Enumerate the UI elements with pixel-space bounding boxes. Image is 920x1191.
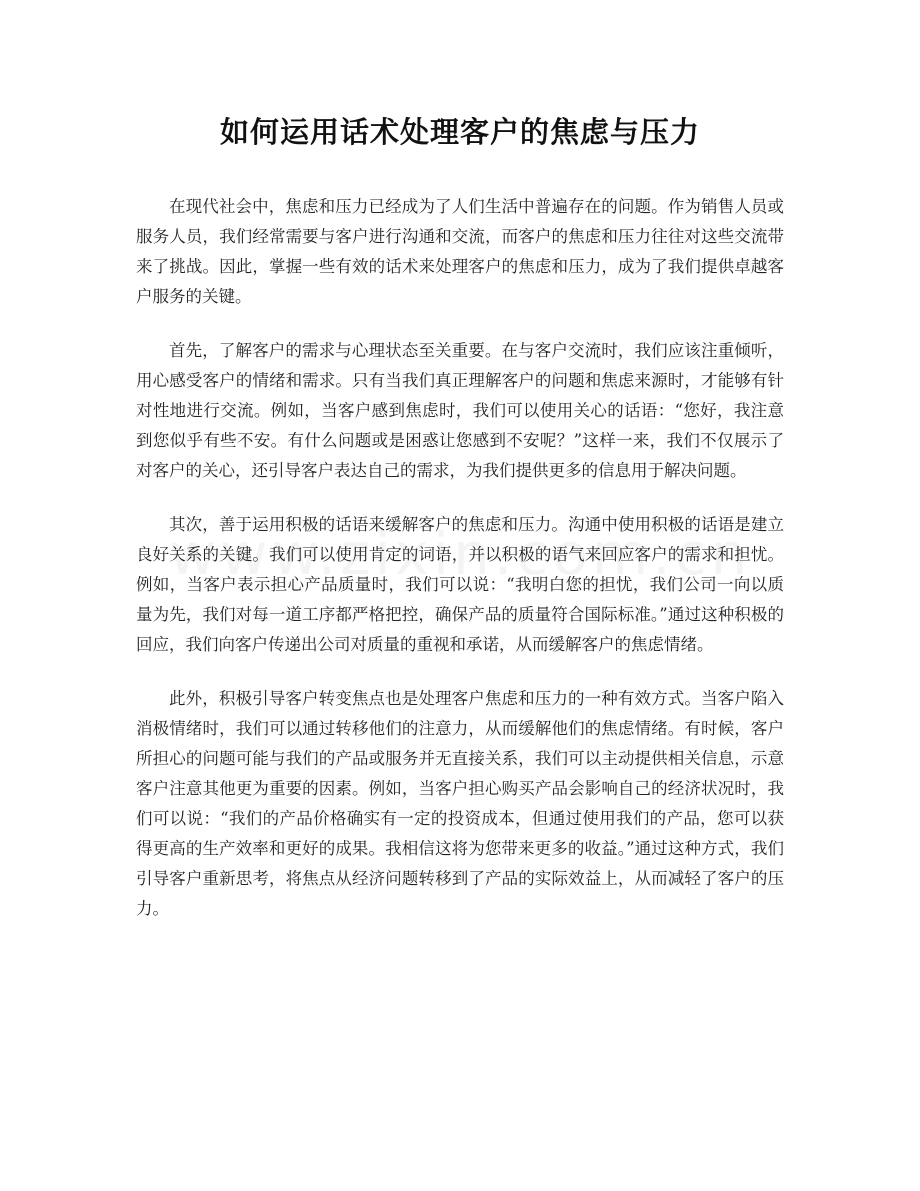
- paragraph-positive-language: 其次，善于运用积极的话语来缓解客户的焦虑和压力。沟通中使用积极的话语是建立良好关系的关键。我们可以使用肯定的词语，并以积极的语气来回应客户的需求和担忧。例如，当客户表示担心产品质量时，我们可以说：“我明白您的担忧，我们公司一向以质量为先，我们对每一道工序都严格把控，确保产品的质量符合国际标准。”通过这种积极的回应，我们向客户传递出公司对质量的重视和承诺，从而缓解客户的焦虑情绪。: [136, 515, 784, 654]
- document-title: 如何运用话术处理客户的焦虑与压力: [219, 115, 700, 149]
- paragraph-shift-focus: 此外，积极引导客户转变焦点也是处理客户焦虑和压力的一种有效方式。当客户陷入消极情绪时，我们可以通过转移他们的注意力，从而缓解他们的焦虑情绪。有时候，客户所担心的问题可能与我们的产品或服务并无直接关系，我们可以主动提供相关信息，示意客户注意其他更为重要的因素。例如，当客户担心购买产品会影响自己的经济状况时，我们可以说：“我们的产品价格确实有一定的投资成本，但通过使用我们的产品，您可以获得更高的生产效率和更好的成果。我相信这将为您带来更多的收益。”通过这种方式，我们引导客户重新思考，将焦点从经济问题转移到了产品的实际效益上，从而减轻了客户的压力。: [136, 689, 784, 918]
- paragraph-intro: 在现代社会中，焦虑和压力已经成为了人们生活中普遍存在的问题。作为销售人员或服务人员，我们经常需要与客户进行沟通和交流，而客户的焦虑和压力往往对这些交流带来了挑战。因此，掌握一些有效的话术来处理客户的焦虑和压力，成为了我们提供卓越客户服务的关键。: [136, 197, 784, 306]
- paragraph-understand-needs: 首先，了解客户的需求与心理状态至关重要。在与客户交流时，我们应该注重倾听，用心感受客户的情绪和需求。只有当我们真正理解客户的问题和焦虑来源时，才能够有针对性地进行交流。例如，当客户感到焦虑时，我们可以使用关心的话语：“您好，我注意到您似乎有些不安。有什么问题或是困惑让您感到不安呢？”这样一来，我们不仅展示了对客户的关心，还引导客户表达自己的需求，为我们提供更多的信息用于解决问题。: [136, 341, 784, 480]
